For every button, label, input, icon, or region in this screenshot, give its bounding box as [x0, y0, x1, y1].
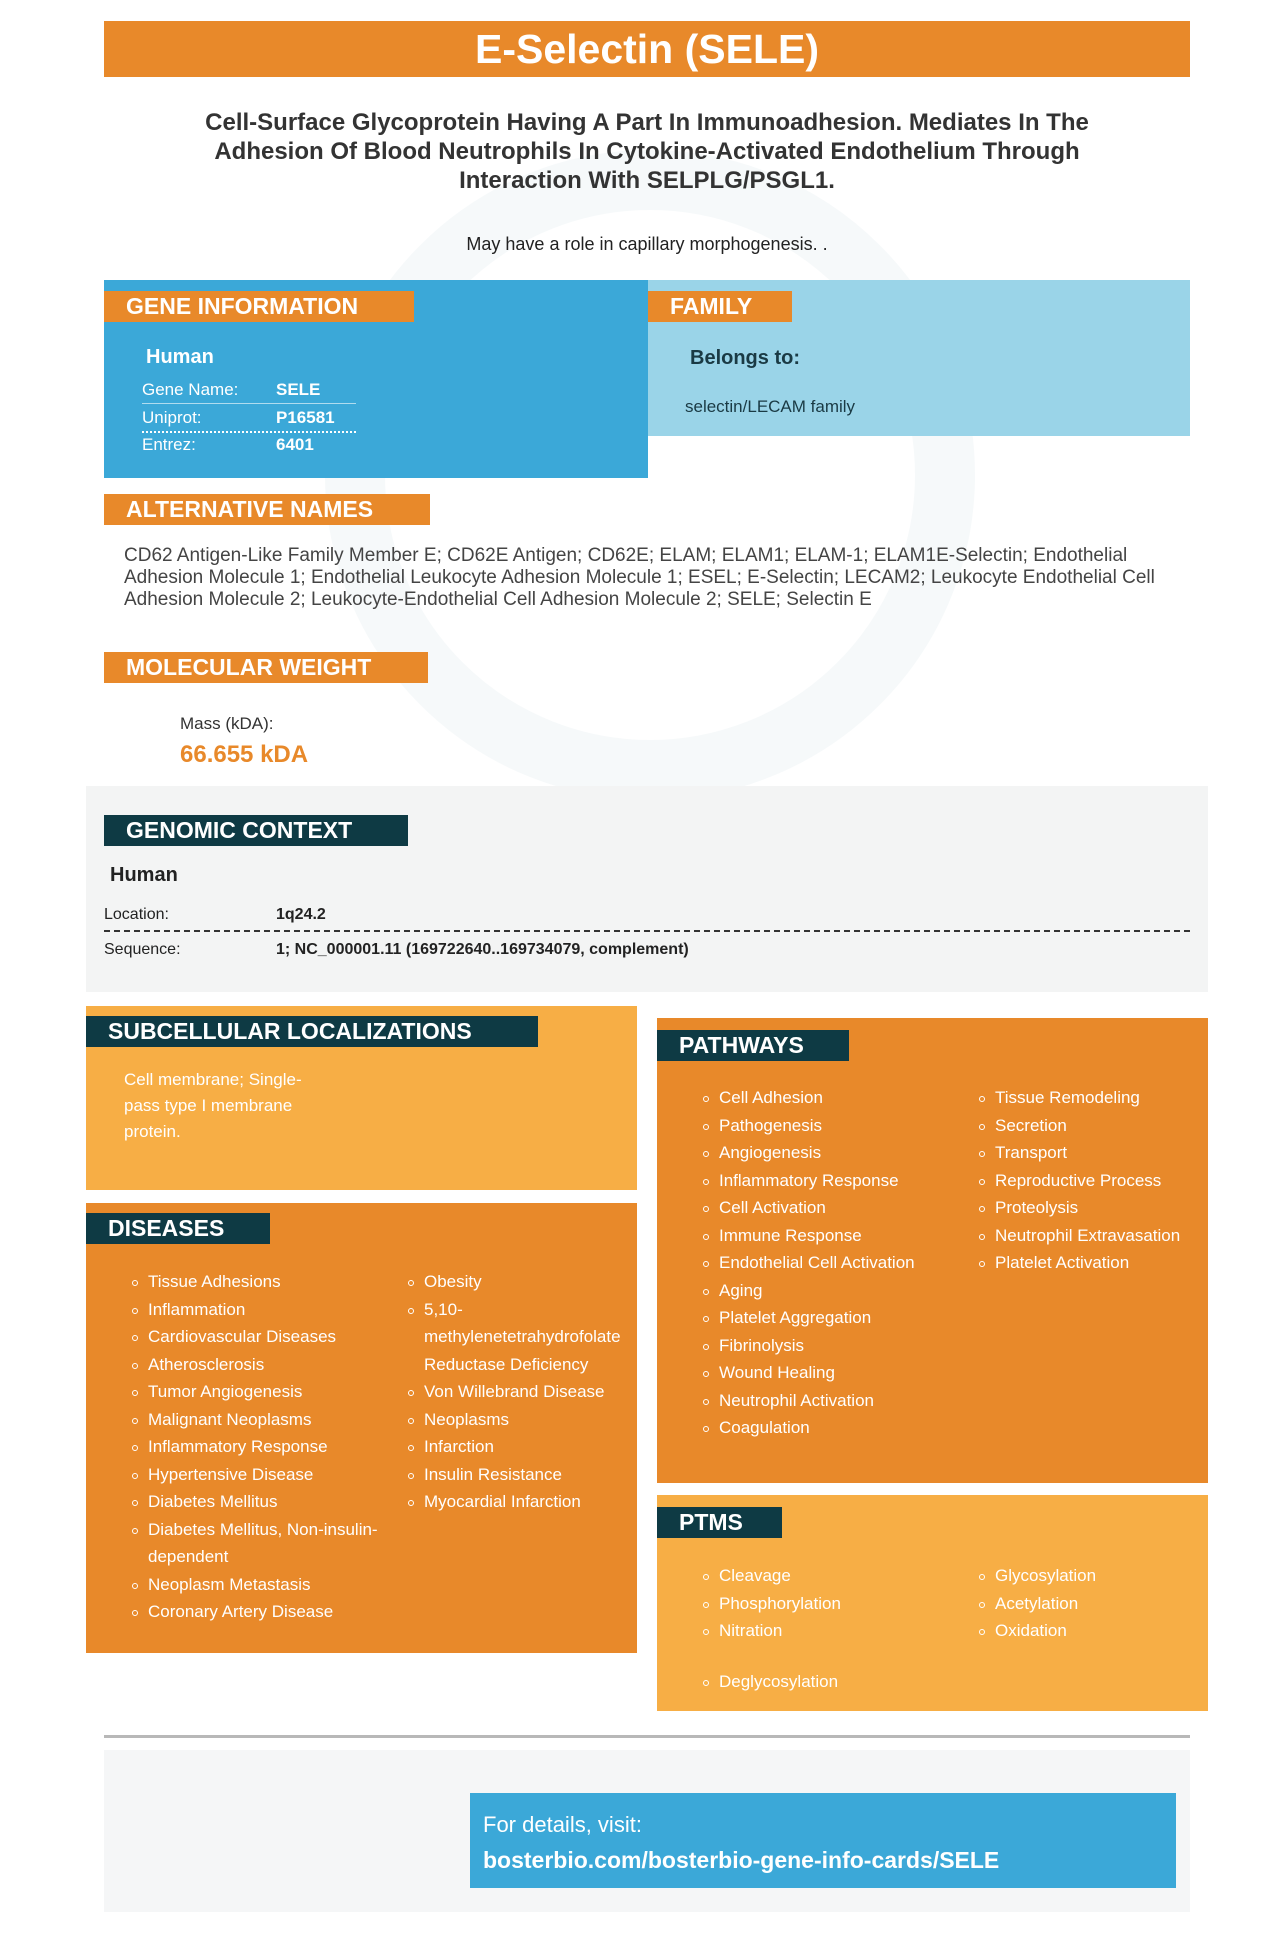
subcellular-heading: SUBCELLULAR LOCALIZATIONS	[86, 1016, 538, 1047]
gene-name-label: Gene Name:	[142, 380, 239, 399]
disease-item: Myocardial Infarction	[424, 1488, 654, 1516]
gene-row-name	[142, 376, 356, 404]
ptm-item: Nitration	[719, 1617, 951, 1645]
ptm-item: Oxidation	[995, 1617, 1227, 1645]
pathway-item: Platelet Aggregation	[719, 1304, 951, 1332]
disease-item: 5,10-methylenetetrahydrofolate Reductase Deficiency	[424, 1296, 654, 1379]
protein-summary: Cell-Surface Glycoprotein Having A Part In Immunoadhesion. Mediates In The Adhesion Of Blood Neutrophils In Cytokine-Activated Endothelium Through Interaction With SELPLG/PSGL1.	[205, 109, 1089, 194]
pathway-item: Reproductive Process	[995, 1167, 1227, 1195]
pathway-item: Fibrinolysis	[719, 1332, 951, 1360]
disease-item: Inflammatory Response	[148, 1433, 383, 1461]
disease-item: Diabetes Mellitus, Non-insulin-dependent	[148, 1516, 383, 1571]
family-value: selectin/LECAM family	[685, 397, 856, 416]
alternative-names-text: CD62 Antigen-Like Family Member E; CD62E Antigen; CD62E; ELAM; ELAM1; ELAM-1; ELAM1E-Selectin; Endothelial Adhesion Molecule 1; Endothelial Leukocyte Adhesion Molecule 1; ESEL; E-Selectin; LECAM2; Leukocyte Endothelial Cell Adhesion Molecule 2; Leukocyte-Endothelial Cell Adhesion Molecule 2; SELE; Selectin E	[124, 545, 1155, 610]
diseases-list-right	[400, 1268, 654, 1516]
pathway-item: Aging	[719, 1277, 951, 1305]
mass-label: Mass (kDA):	[180, 714, 274, 733]
protein-description: May have a role in capillary morphogenesis. .	[466, 234, 828, 254]
pathways-heading: PATHWAYS	[657, 1030, 849, 1061]
details-link[interactable]: bosterbio.com/bosterbio-gene-info-cards/SELE	[483, 1847, 1000, 1873]
entrez-value: 6401	[276, 435, 314, 454]
uniprot-label: Uniprot:	[142, 408, 202, 427]
disease-item: Hypertensive Disease	[148, 1461, 383, 1489]
gene-name-value: SELE	[276, 380, 321, 399]
page-title: E-Selectin (SELE)	[104, 21, 1190, 77]
pathway-item: Pathogenesis	[719, 1112, 951, 1140]
pathway-item: Transport	[995, 1139, 1227, 1167]
pathway-item: Coagulation	[719, 1414, 951, 1442]
ptm-item: Cleavage	[719, 1562, 951, 1590]
disease-item: Insulin Resistance	[424, 1461, 654, 1489]
pathway-item: Secretion	[995, 1112, 1227, 1140]
disease-item: Von Willebrand Disease	[424, 1378, 654, 1406]
uniprot-value: P16581	[276, 408, 335, 427]
pathway-item: Neutrophil Activation	[719, 1387, 951, 1415]
footer-divider	[104, 1735, 1190, 1738]
disease-item: Inflammation	[148, 1296, 383, 1324]
disease-item: Neoplasms	[424, 1406, 654, 1434]
ptm-item: Deglycosylation	[719, 1668, 951, 1696]
sequence-label: Sequence:	[104, 941, 181, 958]
pathway-item: Proteolysis	[995, 1194, 1227, 1222]
ptms-list-left	[695, 1562, 951, 1645]
disease-item: Malignant Neoplasms	[148, 1406, 383, 1434]
pathway-item: Wound Healing	[719, 1359, 951, 1387]
disease-item: Coronary Artery Disease	[148, 1598, 383, 1626]
entrez-label: Entrez:	[142, 435, 196, 454]
pathway-item: Endothelial Cell Activation	[719, 1249, 951, 1277]
ptm-item: Glycosylation	[995, 1562, 1227, 1590]
disease-item: Neoplasm Metastasis	[148, 1571, 383, 1599]
ptm-item: Acetylation	[995, 1590, 1227, 1618]
subcellular-text: Cell membrane; Single-pass type I membrane protein.	[124, 1070, 302, 1141]
disease-item: Diabetes Mellitus	[148, 1488, 383, 1516]
disease-item: Tumor Angiogenesis	[148, 1378, 383, 1406]
disease-item: Cardiovascular Diseases	[148, 1323, 383, 1351]
family-belongs-label: Belongs to:	[690, 347, 800, 369]
genomic-location-row	[104, 900, 1190, 932]
location-value: 1q24.2	[276, 906, 326, 923]
ptms-heading: PTMS	[657, 1507, 782, 1538]
gene-row-entrez	[142, 431, 356, 458]
pathway-item: Cell Adhesion	[719, 1084, 951, 1112]
pathways-list-right	[971, 1084, 1227, 1277]
pathway-item: Cell Activation	[719, 1194, 951, 1222]
diseases-heading: DISEASES	[86, 1213, 270, 1244]
sequence-value: 1; NC_000001.11 (169722640..169734079, complement)	[276, 941, 689, 958]
genomic-context-heading: GENOMIC CONTEXT	[104, 815, 408, 846]
location-label: Location:	[104, 906, 169, 923]
alternative-names-heading: ALTERNATIVE NAMES	[104, 494, 430, 525]
disease-item: Atherosclerosis	[148, 1351, 383, 1379]
disease-item: Infarction	[424, 1433, 654, 1461]
pathway-item: Platelet Activation	[995, 1249, 1227, 1277]
gene-information-heading: GENE INFORMATION	[104, 291, 414, 322]
mass-value: 66.655 kDA	[180, 741, 309, 768]
genomic-sequence-row	[104, 935, 1190, 965]
pathway-item: Tissue Remodeling	[995, 1084, 1227, 1112]
diseases-list-left	[124, 1268, 383, 1626]
family-heading: FAMILY	[648, 291, 792, 322]
pathway-item: Angiogenesis	[719, 1139, 951, 1167]
ptms-list-extra	[695, 1668, 951, 1696]
pathway-item: Immune Response	[719, 1222, 951, 1250]
pathway-item: Inflammatory Response	[719, 1167, 951, 1195]
disease-item: Obesity	[424, 1268, 654, 1296]
genomic-species: Human	[110, 864, 178, 886]
molecular-weight-heading: MOLECULAR WEIGHT	[104, 652, 428, 683]
gene-species: Human	[146, 346, 214, 368]
disease-item: Tissue Adhesions	[148, 1268, 383, 1296]
ptm-item: Phosphorylation	[719, 1590, 951, 1618]
details-label: For details, visit:	[483, 1812, 642, 1837]
gene-row-uniprot	[142, 404, 356, 433]
pathways-list-left	[695, 1084, 951, 1442]
pathway-item: Neutrophil Extravasation	[995, 1222, 1227, 1250]
ptms-list-right	[971, 1562, 1227, 1645]
